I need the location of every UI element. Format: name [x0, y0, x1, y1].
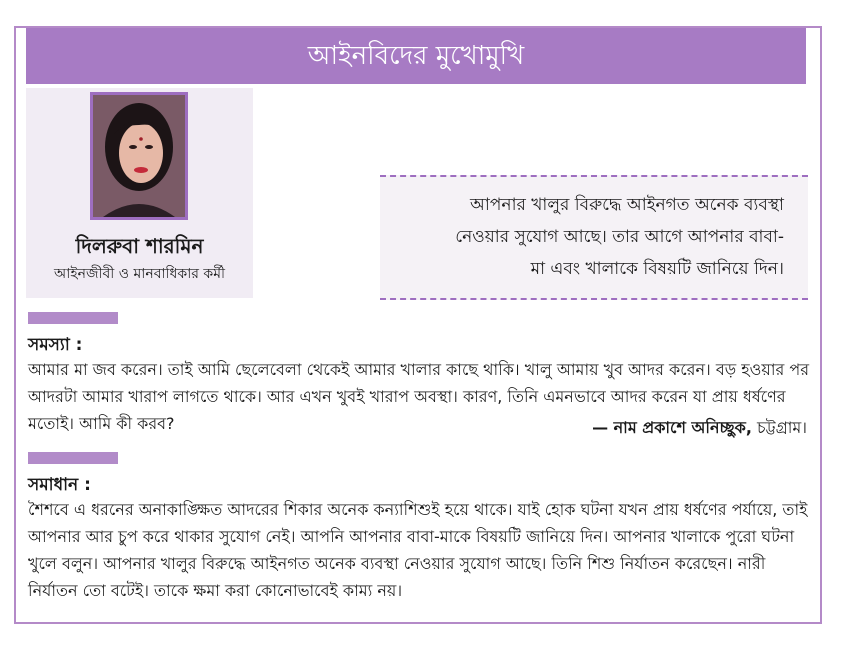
column-banner [26, 28, 806, 84]
portrait-image [93, 95, 185, 217]
lawyer-photo [90, 92, 188, 220]
lawyer-role: আইনজীবী ও মানবাধিকার কর্মী [54, 266, 225, 282]
problem-tag-bar [28, 312, 118, 324]
attribution-name: — নাম প্রকাশে অনিচ্ছুক, [592, 418, 752, 437]
quote-line: আপনার খালুর বিরুদ্ধে আইনগত অনেক ব্যবস্থা [470, 195, 784, 215]
problem-title: সমস্যা : [28, 335, 83, 355]
solution-title: সমাধান : [28, 475, 91, 495]
lawyer-name: দিলরুবা শারমিন [75, 234, 204, 258]
pull-quote [380, 175, 808, 300]
banner-title: আইনবিদের মুখোমুখি [307, 41, 525, 71]
attribution-place: চট্টগ্রাম। [757, 418, 807, 437]
solution-text: শৈশবে এ ধরনের অনাকাঙ্ক্ষিত আদরের শিকার অনেক কন্যাশিশুই হয়ে থাকে। যাই হোক ঘটনা যখন প্রায় ধর্ষণের পর্যায়ে, তাই আপনার আর চুপ করে থাকার সুযোগ নেই। আপনি আপনার বাবা-মাকে বিষয়টি জানিয়ে দিন। আপনার খালাকে পুরো ঘটনা খুলে বলুন। আপনার খালুর বিরুদ্ধে আইনগত অনেক ব্যবস্থা নেওয়ার সুযোগ আছে। তিনি শিশু নির্যাতন করেছেন। নারী নির্যাতন তো বটেই। তাকে ক্ষমা করা কোনোভাবেই কাম্য নয়। [28, 500, 808, 600]
problem-text: আমার মা জব করেন। তাই আমি ছেলেবেলা থেকেই আমার খালার কাছে থাকি। খালু আমায় খুব আদর করেন। বড় হওয়ার পর আদরটা আমার খারাপ লাগতে থাকে। আর এখন খুবই খারাপ অবস্থা। কারণ, তিনি এমনভাবে আদর করেন যা প্রায় ধর্ষণের মতোই। আমি কী করব? [28, 360, 810, 433]
solution-tag-bar [28, 452, 118, 464]
problem-attribution [592, 415, 807, 442]
quote-line: মা এবং খালাকে বিষয়টি জানিয়ে দিন। [530, 259, 784, 279]
quote-line: নেওয়ার সুযোগ আছে। তার আগে আপনার বাবা- [455, 227, 784, 247]
